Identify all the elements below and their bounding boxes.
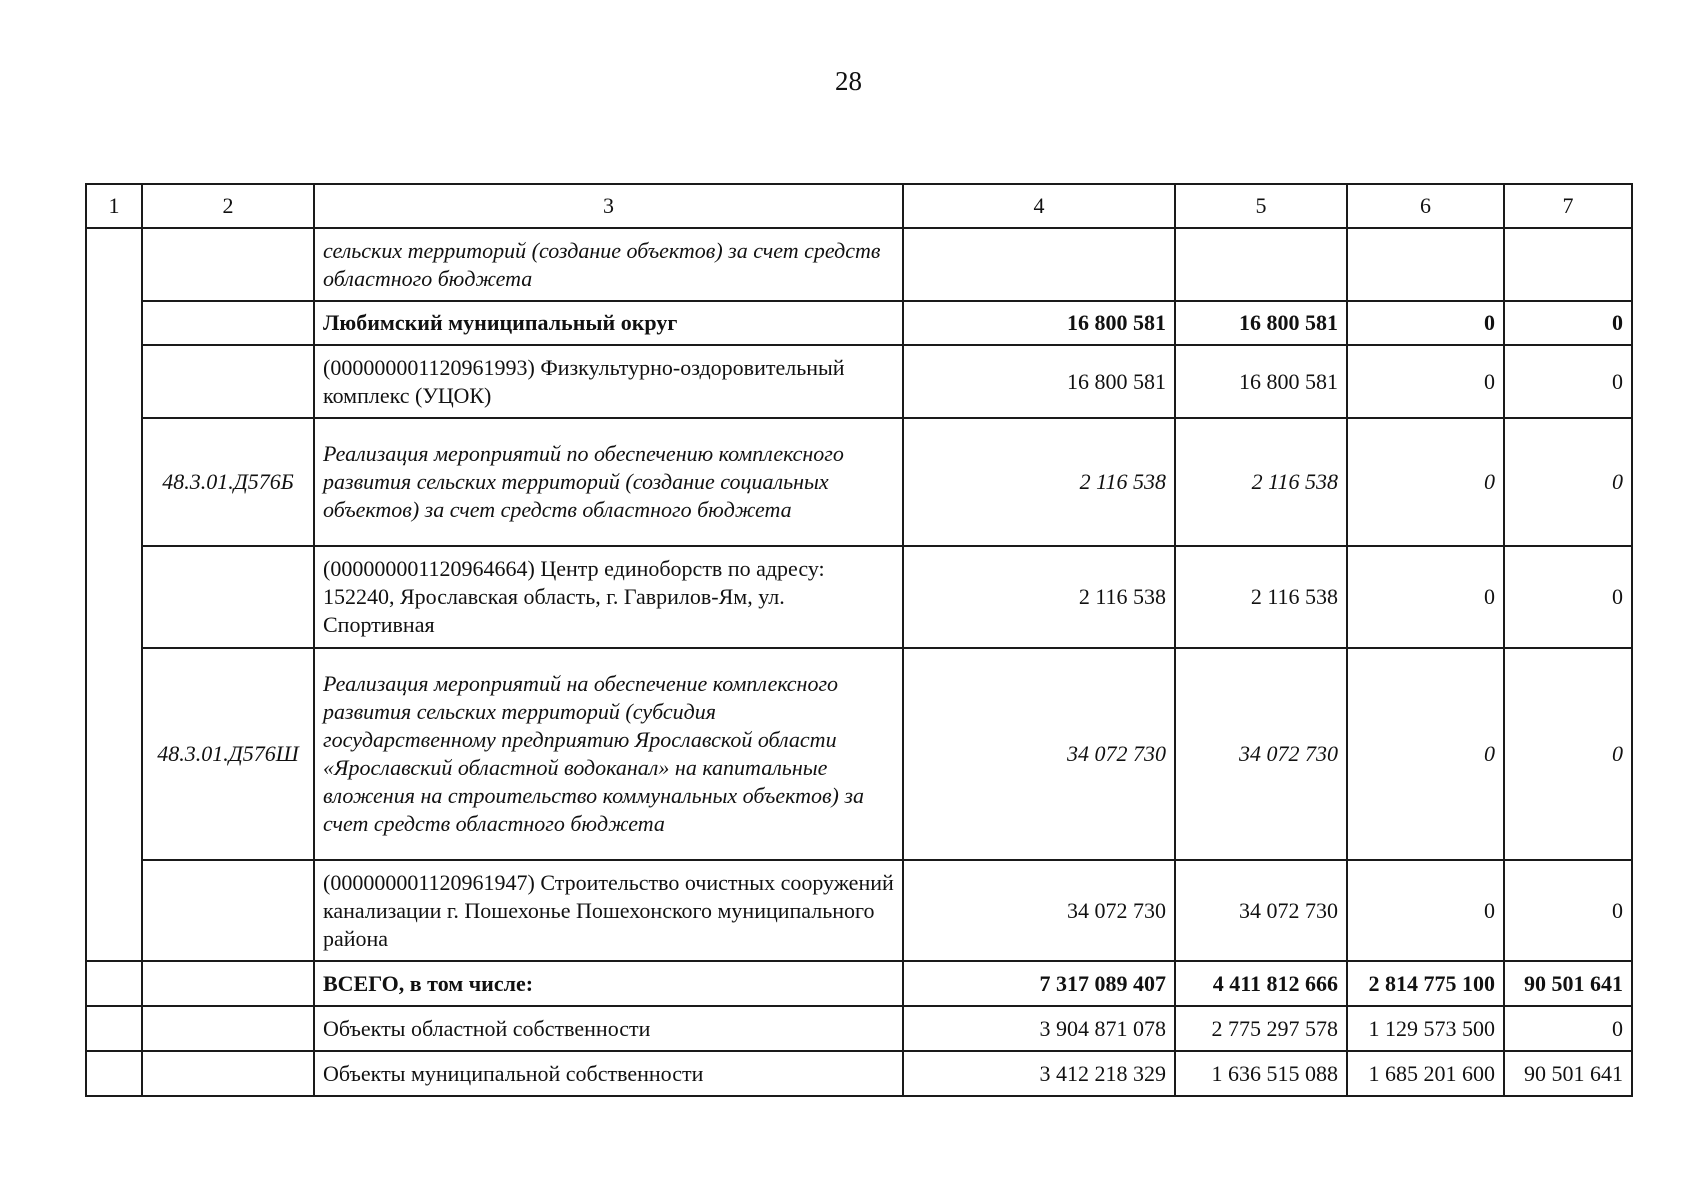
- value-col-6: [1347, 228, 1504, 301]
- value-col-7: 0: [1504, 345, 1632, 418]
- value-col-7: 0: [1504, 301, 1632, 345]
- item-name-cell: Реализация мероприятий по обеспечению комплексного развития сельских территорий (создание социальных объектов) за счет средств областного бюджета: [314, 418, 903, 546]
- value-col-4: 34 072 730: [903, 860, 1175, 961]
- value-col-7: 0: [1504, 546, 1632, 648]
- budget-code-cell: [142, 228, 314, 301]
- column-header-7: 7: [1504, 184, 1632, 228]
- item-name-cell: (000000001120961993) Физкультурно-оздоровительный комплекс (УЦОК): [314, 345, 903, 418]
- table-row: [86, 418, 1632, 546]
- table-row: [86, 546, 1632, 648]
- column-header-2: 2: [142, 184, 314, 228]
- column-number-header: [86, 184, 1632, 228]
- budget-table: [85, 183, 1633, 1097]
- page-number: 28: [835, 66, 862, 96]
- value-col-6: 2 814 775 100: [1347, 961, 1504, 1006]
- budget-code-cell: 48.3.01.Д576Ш: [142, 648, 314, 860]
- value-col-4: 7 317 089 407: [903, 961, 1175, 1006]
- total-row: [86, 961, 1632, 1006]
- value-col-6: 0: [1347, 860, 1504, 961]
- value-col-4: [903, 228, 1175, 301]
- budget-code-cell: [142, 301, 314, 345]
- item-name-cell: (000000001120964664) Центр единоборств по адресу: 152240, Ярославская область, г. Гаврилов-Ям, ул. Спортивная: [314, 546, 903, 648]
- column-header-6: 6: [1347, 184, 1504, 228]
- value-col-5: 34 072 730: [1175, 860, 1347, 961]
- value-col-5: 2 116 538: [1175, 418, 1347, 546]
- value-col-5: 4 411 812 666: [1175, 961, 1347, 1006]
- value-col-5: 2 116 538: [1175, 546, 1347, 648]
- budget-code-cell: [142, 860, 314, 961]
- item-name-cell: Любимский муниципальный округ: [314, 301, 903, 345]
- item-name-cell: (000000001120961947) Строительство очистных сооружений канализации г. Пошехонье Пошехонского муниципального района: [314, 860, 903, 961]
- value-col-7: [1504, 228, 1632, 301]
- budget-code-cell: 48.3.01.Д576Б: [142, 418, 314, 546]
- value-col-6: 1 685 201 600: [1347, 1051, 1504, 1096]
- value-col-4: 3 412 218 329: [903, 1051, 1175, 1096]
- value-col-6: 1 129 573 500: [1347, 1006, 1504, 1051]
- value-col-6: 0: [1347, 546, 1504, 648]
- item-name-cell: Реализация мероприятий на обеспечение комплексного развития сельских территорий (субсидия государственному предприятию Ярославской области «Ярославский областной водоканал» на капитальные вложения на строительство коммунальных объектов) за счет средств областного бюджета: [314, 648, 903, 860]
- budget-code-cell: [142, 546, 314, 648]
- value-col-4: 16 800 581: [903, 345, 1175, 418]
- item-name-cell: сельских территорий (создание объектов) за счет средств областного бюджета: [314, 228, 903, 301]
- value-col-5: 1 636 515 088: [1175, 1051, 1347, 1096]
- item-name-cell: Объекты муниципальной собственности: [314, 1051, 903, 1096]
- value-col-6: 0: [1347, 345, 1504, 418]
- budget-code-cell: [142, 345, 314, 418]
- value-col-5: 2 775 297 578: [1175, 1006, 1347, 1051]
- table-row: [86, 648, 1632, 860]
- subtotal-row: [86, 1051, 1632, 1096]
- budget-code-cell: [142, 1006, 314, 1051]
- value-col-6: 0: [1347, 301, 1504, 345]
- value-col-7: 0: [1504, 1006, 1632, 1051]
- column-header-4: 4: [903, 184, 1175, 228]
- value-col-7: 0: [1504, 418, 1632, 546]
- column-header-3: 3: [314, 184, 903, 228]
- value-col-5: 16 800 581: [1175, 345, 1347, 418]
- table-row: [86, 860, 1632, 961]
- value-col-4: 2 116 538: [903, 546, 1175, 648]
- value-col-7: 90 501 641: [1504, 1051, 1632, 1096]
- value-col-4: 2 116 538: [903, 418, 1175, 546]
- row-number-cell: [86, 961, 142, 1006]
- value-col-7: 0: [1504, 860, 1632, 961]
- table-row: [86, 228, 1632, 301]
- item-name-cell: ВСЕГО, в том числе:: [314, 961, 903, 1006]
- value-col-7: 90 501 641: [1504, 961, 1632, 1006]
- value-col-6: 0: [1347, 418, 1504, 546]
- row-number-cell: [86, 228, 142, 961]
- value-col-5: 16 800 581: [1175, 301, 1347, 345]
- budget-code-cell: [142, 1051, 314, 1096]
- budget-code-cell: [142, 961, 314, 1006]
- value-col-4: 34 072 730: [903, 648, 1175, 860]
- table-row: [86, 345, 1632, 418]
- item-name-cell: Объекты областной собственности: [314, 1006, 903, 1051]
- row-number-cell: [86, 1051, 142, 1096]
- value-col-7: 0: [1504, 648, 1632, 860]
- subtotal-row: [86, 1006, 1632, 1051]
- value-col-4: 3 904 871 078: [903, 1006, 1175, 1051]
- column-header-1: 1: [86, 184, 142, 228]
- column-header-5: 5: [1175, 184, 1347, 228]
- value-col-5: 34 072 730: [1175, 648, 1347, 860]
- value-col-5: [1175, 228, 1347, 301]
- value-col-4: 16 800 581: [903, 301, 1175, 345]
- value-col-6: 0: [1347, 648, 1504, 860]
- table-row: [86, 301, 1632, 345]
- row-number-cell: [86, 1006, 142, 1051]
